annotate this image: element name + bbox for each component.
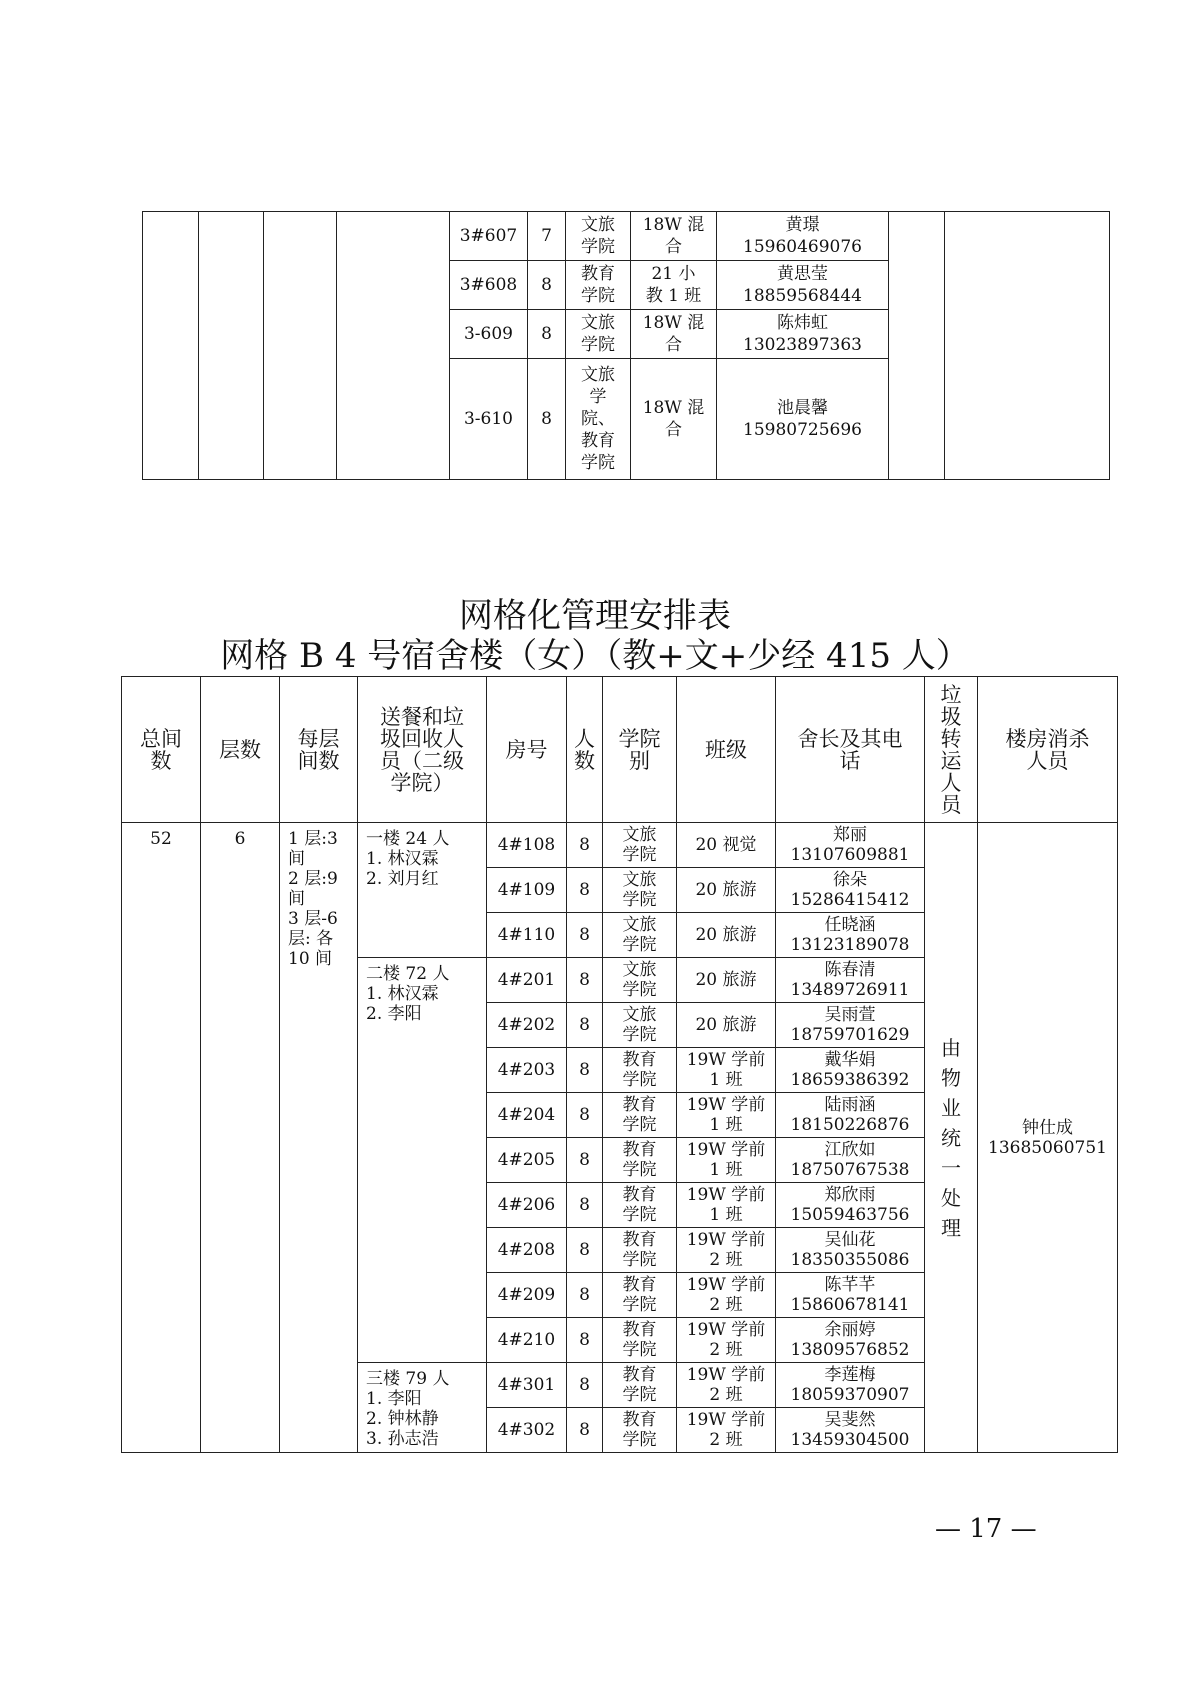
header-garbage-text: 垃圾转运人员 [940, 682, 962, 817]
cell-cls: 19W 学前 1 班 [677, 1048, 776, 1093]
cell-leader: 江欣如 18750767538 [776, 1138, 925, 1183]
cell-cls: 18W 混 合 [631, 310, 717, 359]
cell-leader: 郑欣雨 15059463756 [776, 1183, 925, 1228]
cell-college: 教育 学院 [603, 1318, 677, 1363]
cell-college: 文旅 学院 [603, 868, 677, 913]
cell-leader: 陈春清 13489726911 [776, 958, 925, 1003]
empty-cell [945, 212, 1110, 480]
header-leader: 舍长及其电 话 [776, 677, 925, 823]
cell-leader: 陈芊芊 15860678141 [776, 1273, 925, 1318]
cell-count: 8 [567, 868, 603, 913]
header-delivery: 送餐和垃 圾回收人 员（二级 学院） [358, 677, 487, 823]
cell-room: 4#301 [487, 1363, 567, 1408]
cell-count: 8 [528, 261, 566, 310]
cell-cls: 20 旅游 [677, 868, 776, 913]
empty-cell [889, 212, 945, 480]
cell-count: 8 [567, 1408, 603, 1453]
cell-college: 文旅 学院 [603, 823, 677, 868]
cell-count: 8 [567, 1273, 603, 1318]
cell-cls: 19W 学前 1 班 [677, 1138, 776, 1183]
delivery-group-cell: 三楼 79 人 1. 李阳 2. 钟林静 3. 孙志浩 [358, 1363, 487, 1453]
cell-college: 文旅 学 院、 教育 学院 [566, 359, 631, 480]
cell-leader: 李莲梅 18059370907 [776, 1363, 925, 1408]
cell-room: 3#608 [450, 261, 528, 310]
cell-college: 教育 学院 [603, 1408, 677, 1453]
sheet-title: 网格化管理安排表 [459, 596, 731, 636]
cell-cls: 19W 学前 2 班 [677, 1228, 776, 1273]
cell-leader: 任晓涵 13123189078 [776, 913, 925, 958]
cell-room: 4#204 [487, 1093, 567, 1138]
cell-cls: 18W 混 合 [631, 359, 717, 480]
cell-leader: 陆雨涵 18150226876 [776, 1093, 925, 1138]
cell-college: 文旅 学院 [566, 310, 631, 359]
cell-count: 8 [528, 310, 566, 359]
garbage-text: 由物业统一处理 [941, 1035, 961, 1240]
cell-cls: 19W 学前 1 班 [677, 1183, 776, 1228]
table-row [143, 212, 1110, 261]
header-count [567, 677, 603, 823]
cell-cls: 18W 混 合 [631, 212, 717, 261]
delivery-group-cell: 二楼 72 人 1. 林汉霖 2. 李阳 [358, 958, 487, 1363]
cell-count: 8 [567, 1363, 603, 1408]
cell-room: 4#203 [487, 1048, 567, 1093]
cell-room: 3-610 [450, 359, 528, 480]
header-disinfect: 楼房消杀 人员 [978, 677, 1118, 823]
cell-room: 4#108 [487, 823, 567, 868]
cell-count: 8 [567, 1003, 603, 1048]
header-class: 班级 [677, 677, 776, 823]
rooms-per-floor-cell: 1 层:3 间 2 层:9 间 3 层-6 层: 各 10 间 [280, 823, 358, 1453]
continuation-table [142, 211, 1110, 480]
table-row [122, 823, 1118, 868]
cell-room: 4#110 [487, 913, 567, 958]
empty-cell [337, 212, 450, 480]
header-college [603, 677, 677, 823]
grid-management-table-body [122, 823, 1118, 1453]
cell-room: 4#201 [487, 958, 567, 1003]
cell-leader: 吴仙花 18350355086 [776, 1228, 925, 1273]
cell-cls: 20 视觉 [677, 823, 776, 868]
cell-cls: 19W 学前 1 班 [677, 1093, 776, 1138]
header-college-text: 学院别 [618, 726, 661, 773]
cell-count: 7 [528, 212, 566, 261]
cell-leader: 吴雨萱 18759701629 [776, 1003, 925, 1048]
cell-college: 教育 学院 [603, 1048, 677, 1093]
cell-room: 4#209 [487, 1273, 567, 1318]
page-number: — 17 — [935, 1514, 1037, 1544]
cell-college: 教育 学院 [603, 1183, 677, 1228]
cell-count: 8 [567, 1093, 603, 1138]
cell-cls: 21 小 教 1 班 [631, 261, 717, 310]
cell-room: 4#302 [487, 1408, 567, 1453]
total-rooms-cell: 52 [122, 823, 201, 1453]
header-row [122, 677, 1118, 823]
cell-college: 教育 学院 [566, 261, 631, 310]
cell-college: 教育 学院 [603, 1138, 677, 1183]
cell-college: 教育 学院 [603, 1228, 677, 1273]
header-garbage [925, 677, 978, 823]
header-count-text: 人数 [574, 726, 595, 773]
header-floors: 层数 [201, 677, 280, 823]
cell-count: 8 [528, 359, 566, 480]
cell-room: 4#202 [487, 1003, 567, 1048]
cell-college: 教育 学院 [603, 1273, 677, 1318]
cell-college: 文旅 学院 [603, 1003, 677, 1048]
cell-room: 3#607 [450, 212, 528, 261]
cell-cls: 19W 学前 2 班 [677, 1273, 776, 1318]
header-total-rooms: 总间 数 [122, 677, 201, 823]
cell-cls: 20 旅游 [677, 1003, 776, 1048]
cell-leader: 陈炜虹 13023897363 [717, 310, 889, 359]
continuation-table-body [143, 212, 1110, 480]
cell-room: 4#205 [487, 1138, 567, 1183]
cell-room: 4#210 [487, 1318, 567, 1363]
cell-college: 教育 学院 [603, 1093, 677, 1138]
cell-room: 4#206 [487, 1183, 567, 1228]
cell-cls: 20 旅游 [677, 958, 776, 1003]
cell-leader: 余丽婷 13809576852 [776, 1318, 925, 1363]
cell-room: 4#109 [487, 868, 567, 913]
cell-count: 8 [567, 958, 603, 1003]
cell-room: 3-609 [450, 310, 528, 359]
cell-leader: 黄思莹 18859568444 [717, 261, 889, 310]
garbage-cell [925, 823, 978, 1453]
cell-cls: 19W 学前 2 班 [677, 1408, 776, 1453]
cell-cls: 20 旅游 [677, 913, 776, 958]
cell-leader: 戴华娟 18659386392 [776, 1048, 925, 1093]
grid-management-table [121, 676, 1118, 1453]
cell-leader: 吴斐然 13459304500 [776, 1408, 925, 1453]
disinfect-cell: 钟仕成 13685060751 [978, 823, 1118, 1453]
cell-college: 文旅 学院 [603, 958, 677, 1003]
delivery-group-cell: 一楼 24 人 1. 林汉霖 2. 刘月红 [358, 823, 487, 958]
cell-leader: 黄璟 15960469076 [717, 212, 889, 261]
cell-count: 8 [567, 1228, 603, 1273]
cell-cls: 19W 学前 2 班 [677, 1363, 776, 1408]
cell-count: 8 [567, 823, 603, 868]
cell-room: 4#208 [487, 1228, 567, 1273]
cell-count: 8 [567, 913, 603, 958]
empty-cell [264, 212, 337, 480]
cell-count: 8 [567, 1138, 603, 1183]
cell-cls: 19W 学前 2 班 [677, 1318, 776, 1363]
floors-cell: 6 [201, 823, 280, 1453]
cell-count: 8 [567, 1183, 603, 1228]
cell-leader: 池晨馨 15980725696 [717, 359, 889, 480]
empty-cell [143, 212, 199, 480]
empty-cell [199, 212, 264, 480]
cell-leader: 郑丽 13107609881 [776, 823, 925, 868]
cell-count: 8 [567, 1048, 603, 1093]
sheet-subtitle: 网格 B 4 号宿舍楼（女）（教+文+少经 415 人） [220, 636, 970, 676]
cell-count: 8 [567, 1318, 603, 1363]
header-room: 房号 [487, 677, 567, 823]
cell-college: 文旅 学院 [566, 212, 631, 261]
cell-college: 文旅 学院 [603, 913, 677, 958]
cell-college: 教育 学院 [603, 1363, 677, 1408]
cell-leader: 徐朵 15286415412 [776, 868, 925, 913]
header-rooms-per-floor: 每层 间数 [280, 677, 358, 823]
